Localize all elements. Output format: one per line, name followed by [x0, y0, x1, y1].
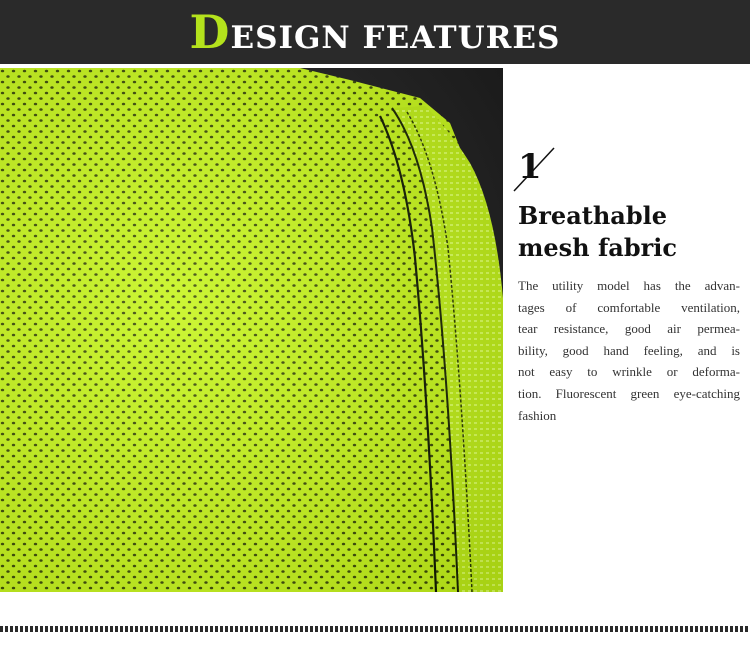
feature-description-line: fashion [518, 407, 557, 423]
feature-description-line: tion. Fluorescent green eye-catching [518, 385, 740, 401]
feature-description-line: tages of comfortable ventilation, [518, 299, 740, 315]
banner-title [189, 4, 561, 59]
feature-number-1 [512, 144, 558, 194]
feature-description-line: bility, good hand feeling, and is [518, 342, 740, 358]
feature-description-line: tear resistance, good air permea- [518, 321, 740, 337]
dashed-divider [0, 626, 750, 632]
feature-number-text: 1 [518, 147, 542, 187]
banner-initial: D [189, 4, 231, 59]
feature-title-line1: Breathable [518, 201, 668, 230]
feature-description-line: not easy to wrinkle or deforma- [518, 364, 740, 380]
mesh-fabric-photo [0, 68, 503, 592]
feature-description [518, 275, 740, 426]
feature-title-line2: mesh fabric [518, 233, 678, 262]
design-features-banner [0, 0, 750, 64]
banner-title-rest: ESIGN FEATURES [230, 19, 561, 56]
feature-title [518, 200, 677, 264]
feature-description-line: The utility model has the advan- [518, 278, 740, 293]
